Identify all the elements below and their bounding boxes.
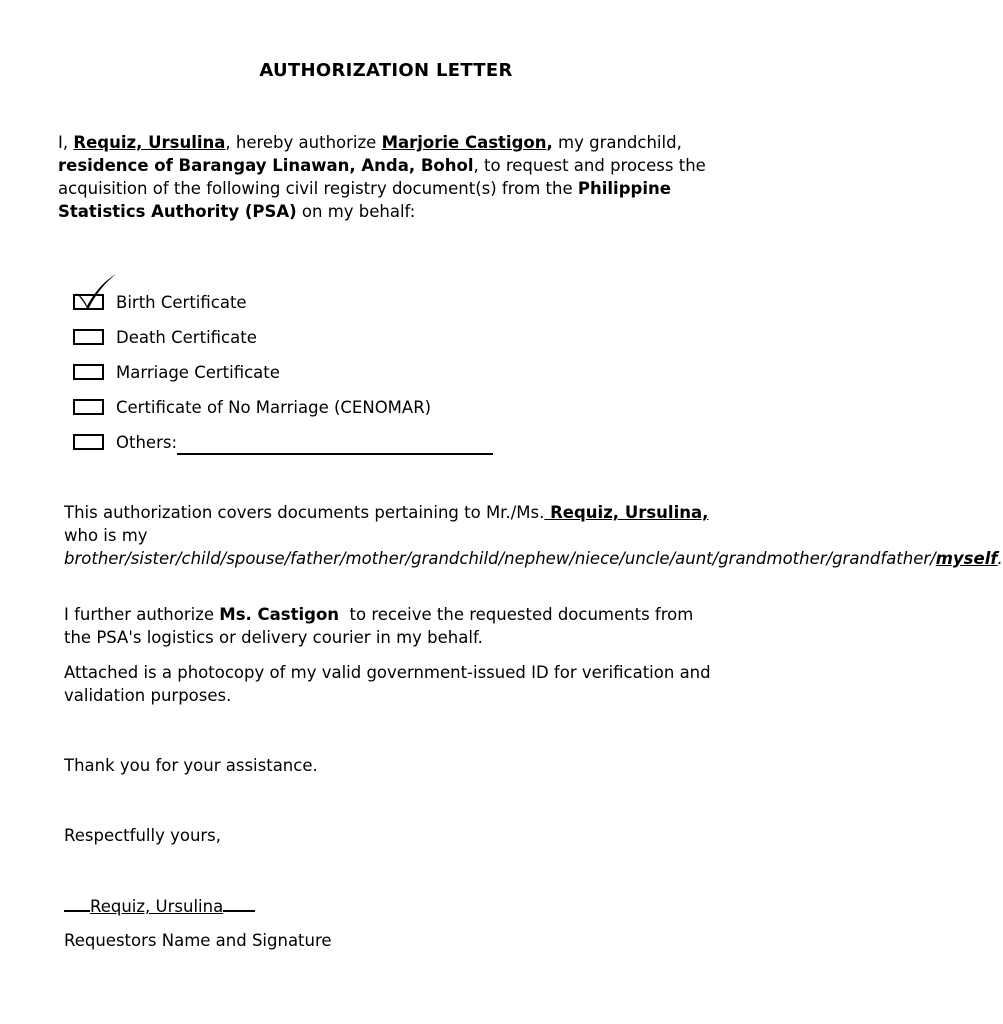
residence: residence of Barangay Linawan, Anda, Bohol — [58, 156, 474, 175]
coverage-text-3: . — [997, 549, 1003, 568]
thanks-line: Thank you for your assistance. — [64, 756, 318, 775]
checklist-label: Death Certificate — [116, 328, 257, 347]
signature-caption: Requestors Name and Signature — [64, 931, 332, 950]
document-title: AUTHORIZATION LETTER — [259, 60, 513, 81]
intro-text-3: my grandchild, — [552, 133, 682, 152]
intro-text-1: I, — [58, 133, 74, 152]
further-text-1: I further authorize — [64, 605, 220, 624]
checkbox-others[interactable] — [73, 434, 104, 450]
further-text-2: to receive the requested documents from the PSA's logistics or delivery courier in my behalf. — [64, 605, 699, 647]
selected-relation: myself — [935, 549, 998, 568]
coverage-text-1: This authorization covers documents pertaining to Mr./Ms. — [64, 503, 545, 522]
signature-name: Requiz, Ursulina — [90, 897, 224, 916]
requestor-name: Requiz, Ursulina — [73, 133, 226, 152]
attachment-paragraph: Attached is a photocopy of my valid government-issued ID for verification and validation purposes. — [64, 663, 711, 705]
checkbox-death-certificate[interactable] — [73, 329, 104, 345]
checkmark-icon — [72, 273, 120, 313]
intro-text-5: on my behalf: — [296, 202, 416, 221]
checklist-label: Birth Certificate — [116, 293, 247, 312]
checkbox-cenomar[interactable] — [73, 399, 104, 415]
signature-underline-left — [64, 894, 90, 912]
checklist-label: Marriage Certificate — [116, 363, 280, 382]
checkbox-marriage-certificate[interactable] — [73, 364, 104, 380]
intro-text-4: , to request and process the acquisition of the following civil registry document(s) from the — [58, 156, 706, 198]
agency-name: Philippine Statistics Authority (PSA) — [58, 179, 671, 221]
intro-text-2: , hereby authorize — [225, 133, 382, 152]
subject-name: Requiz, Ursulina, — [544, 503, 709, 522]
others-label: Others: — [116, 433, 178, 452]
authorized-comma: , — [546, 133, 553, 152]
authorized-person-name: Marjorie Castigon — [381, 133, 547, 152]
closing-line: Respectfully yours, — [64, 826, 222, 845]
receiver-name: Ms. Castigon — [219, 605, 340, 624]
coverage-paragraph — [64, 501, 1003, 570]
signature-line — [64, 894, 724, 918]
relation-options: brother/sister/child/spouse/father/mother/grandchild/nephew/niece/uncle/aunt/grandmother/grandfather/ — [64, 549, 936, 568]
signature-underline-right — [223, 894, 255, 912]
others-blank-line[interactable] — [177, 435, 493, 455]
further-authorization-paragraph — [64, 603, 724, 649]
intro-paragraph — [58, 131, 718, 223]
coverage-text-2: who is my — [64, 526, 148, 545]
checklist-label-others — [116, 431, 493, 455]
checklist-label: Certificate of No Marriage (CENOMAR) — [116, 398, 432, 417]
